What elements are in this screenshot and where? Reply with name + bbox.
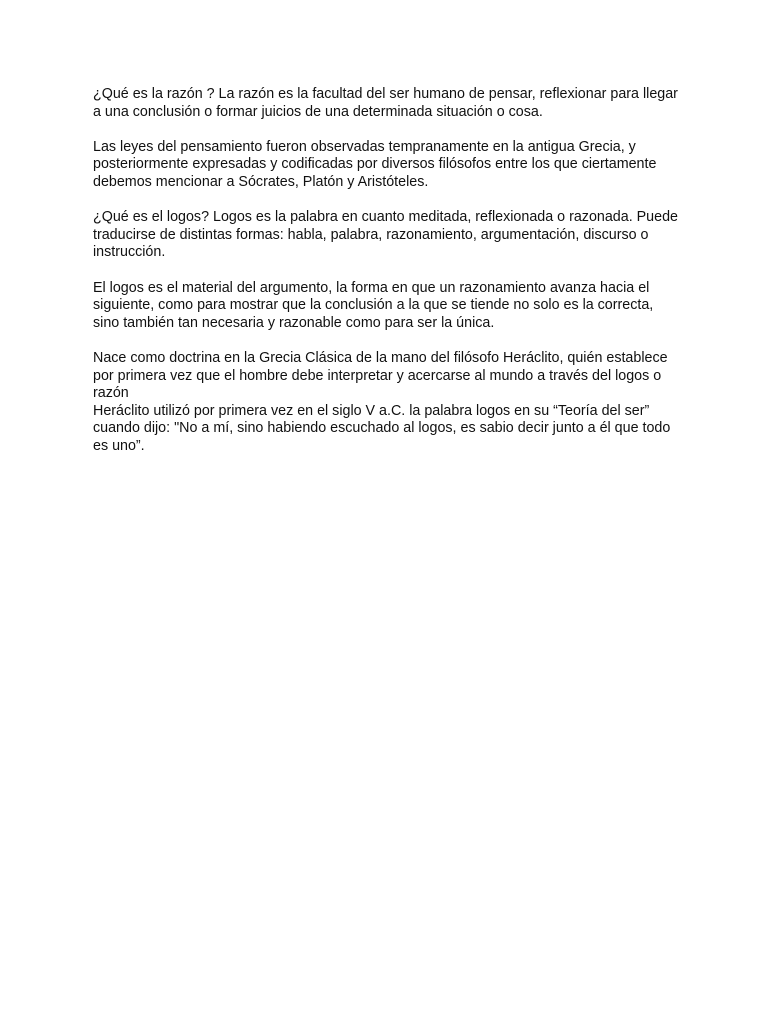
- text-line: cuando dijo: "No a mí, sino habiendo escuchado al logos, es sabio decir junto a él que todo: [93, 420, 671, 437]
- text-line: Heráclito utilizó por primera vez en el siglo V a.C. la palabra logos en su “Teoría del ser”: [93, 402, 650, 419]
- paragraph-logos: [93, 209, 693, 262]
- text-line: debemos mencionar a Sócrates, Platón y Aristóteles.: [93, 173, 429, 190]
- text-line: razón: [93, 385, 129, 402]
- text-line: instrucción.: [93, 244, 166, 261]
- text-line: siguiente, como para mostrar que la conclusión a la que se tiende no solo es la correcta,: [93, 297, 654, 314]
- text-line: por primera vez que el hombre debe interpretar y acercarse al mundo a través del logos o: [93, 367, 662, 384]
- text-line: traducirse de distintas formas: habla, palabra, razonamiento, argumentación, discurso o: [93, 226, 649, 243]
- paragraph-material-argumento: [93, 280, 693, 333]
- paragraph-razon: [93, 86, 693, 121]
- text-line: es uno”.: [93, 437, 145, 454]
- text-line: Las leyes del pensamiento fueron observadas tempranamente en la antigua Grecia, y: [93, 138, 636, 155]
- text-line: a una conclusión o formar juicios de una determinada situación o cosa.: [93, 103, 543, 120]
- text-line: ¿Qué es el logos? Logos es la palabra en cuanto meditada, reflexionada o razonada. Puede: [93, 209, 678, 226]
- text-line: El logos es el material del argumento, la forma en que un razonamiento avanza hacia el: [93, 279, 650, 296]
- paragraph-heraclito: [93, 350, 693, 456]
- text-line: ¿Qué es la razón ? La razón es la facultad del ser humano de pensar, reflexionar para llegar: [93, 86, 678, 102]
- text-line: sino también tan necesaria y razonable como para ser la única.: [93, 314, 495, 331]
- text-line: posteriormente expresadas y codificadas por diversos filósofos entre los que ciertamente: [93, 156, 657, 173]
- document-body: [93, 86, 693, 473]
- text-line: Nace como doctrina en la Grecia Clásica de la mano del filósofo Heráclito, quién establece: [93, 349, 668, 366]
- paragraph-leyes-pensamiento: [93, 139, 693, 192]
